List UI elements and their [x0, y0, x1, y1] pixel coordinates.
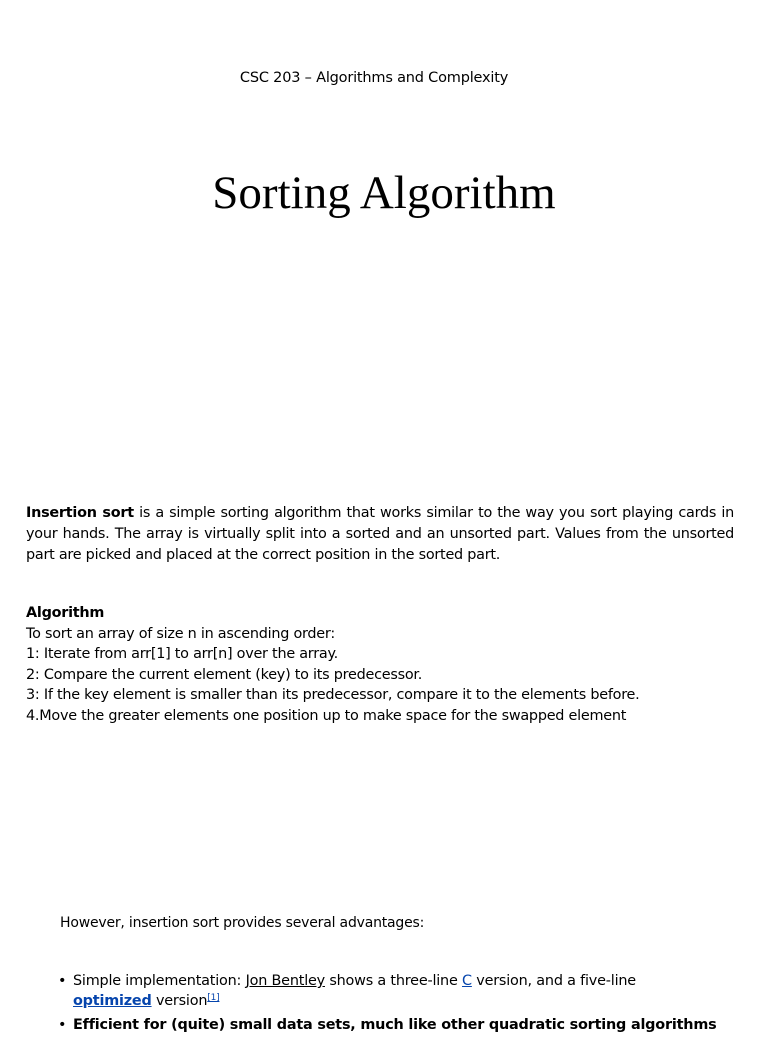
author-link[interactable]: Jon Bentley — [245, 973, 325, 989]
bullet-icon: • — [58, 973, 67, 989]
algorithm-line: 1: Iterate from arr[1] to arr[n] over the array. — [26, 646, 338, 662]
algorithm-line: To sort an array of size n in ascending order: — [26, 625, 335, 642]
algorithm-heading: Algorithm — [26, 605, 105, 621]
advantages-list — [58, 971, 717, 1039]
list-item — [58, 1015, 717, 1035]
bullet-icon: • — [58, 1017, 67, 1033]
bullet-text: version — [151, 993, 208, 1009]
optimized-link[interactable]: optimized — [73, 993, 152, 1009]
list-item — [58, 971, 708, 1011]
intro-term: Insertion sort — [26, 505, 134, 521]
c-language-link[interactable]: C — [462, 973, 472, 989]
bullet-text: version, and a five-line — [471, 973, 636, 989]
advantages-lead: However, insertion sort provides several advantages: — [60, 915, 425, 931]
course-header: CSC 203 – Algorithms and Complexity — [239, 70, 509, 86]
algorithm-section — [26, 603, 746, 726]
reference-link[interactable]: [1] — [207, 993, 220, 1003]
algorithm-line: 3: If the key element is smaller than its predecessor, compare it to the elements before. — [26, 687, 640, 703]
algorithm-line: 4.Move the greater elements one position up to make space for the swapped element — [26, 707, 627, 724]
algorithm-line: 2: Compare the current element (key) to its predecessor. — [26, 666, 423, 683]
intro-paragraph — [26, 503, 734, 566]
page-title: Sorting Algorithm — [212, 167, 556, 219]
bullet-text: Simple implementation: — [73, 973, 246, 989]
bullet-text: shows a three-line — [324, 973, 463, 989]
intro-text: is a simple sorting algorithm that works similar to the way you sort playing cards in your hands. The array is virtually split into a sorted and an unsorted part. Values from the unsorted part are picked and placed at the correct position in the sorted part. — [26, 505, 734, 563]
bullet-text: Efficient for (quite) small data sets, much like other quadratic sorting algorithms — [73, 1017, 717, 1033]
